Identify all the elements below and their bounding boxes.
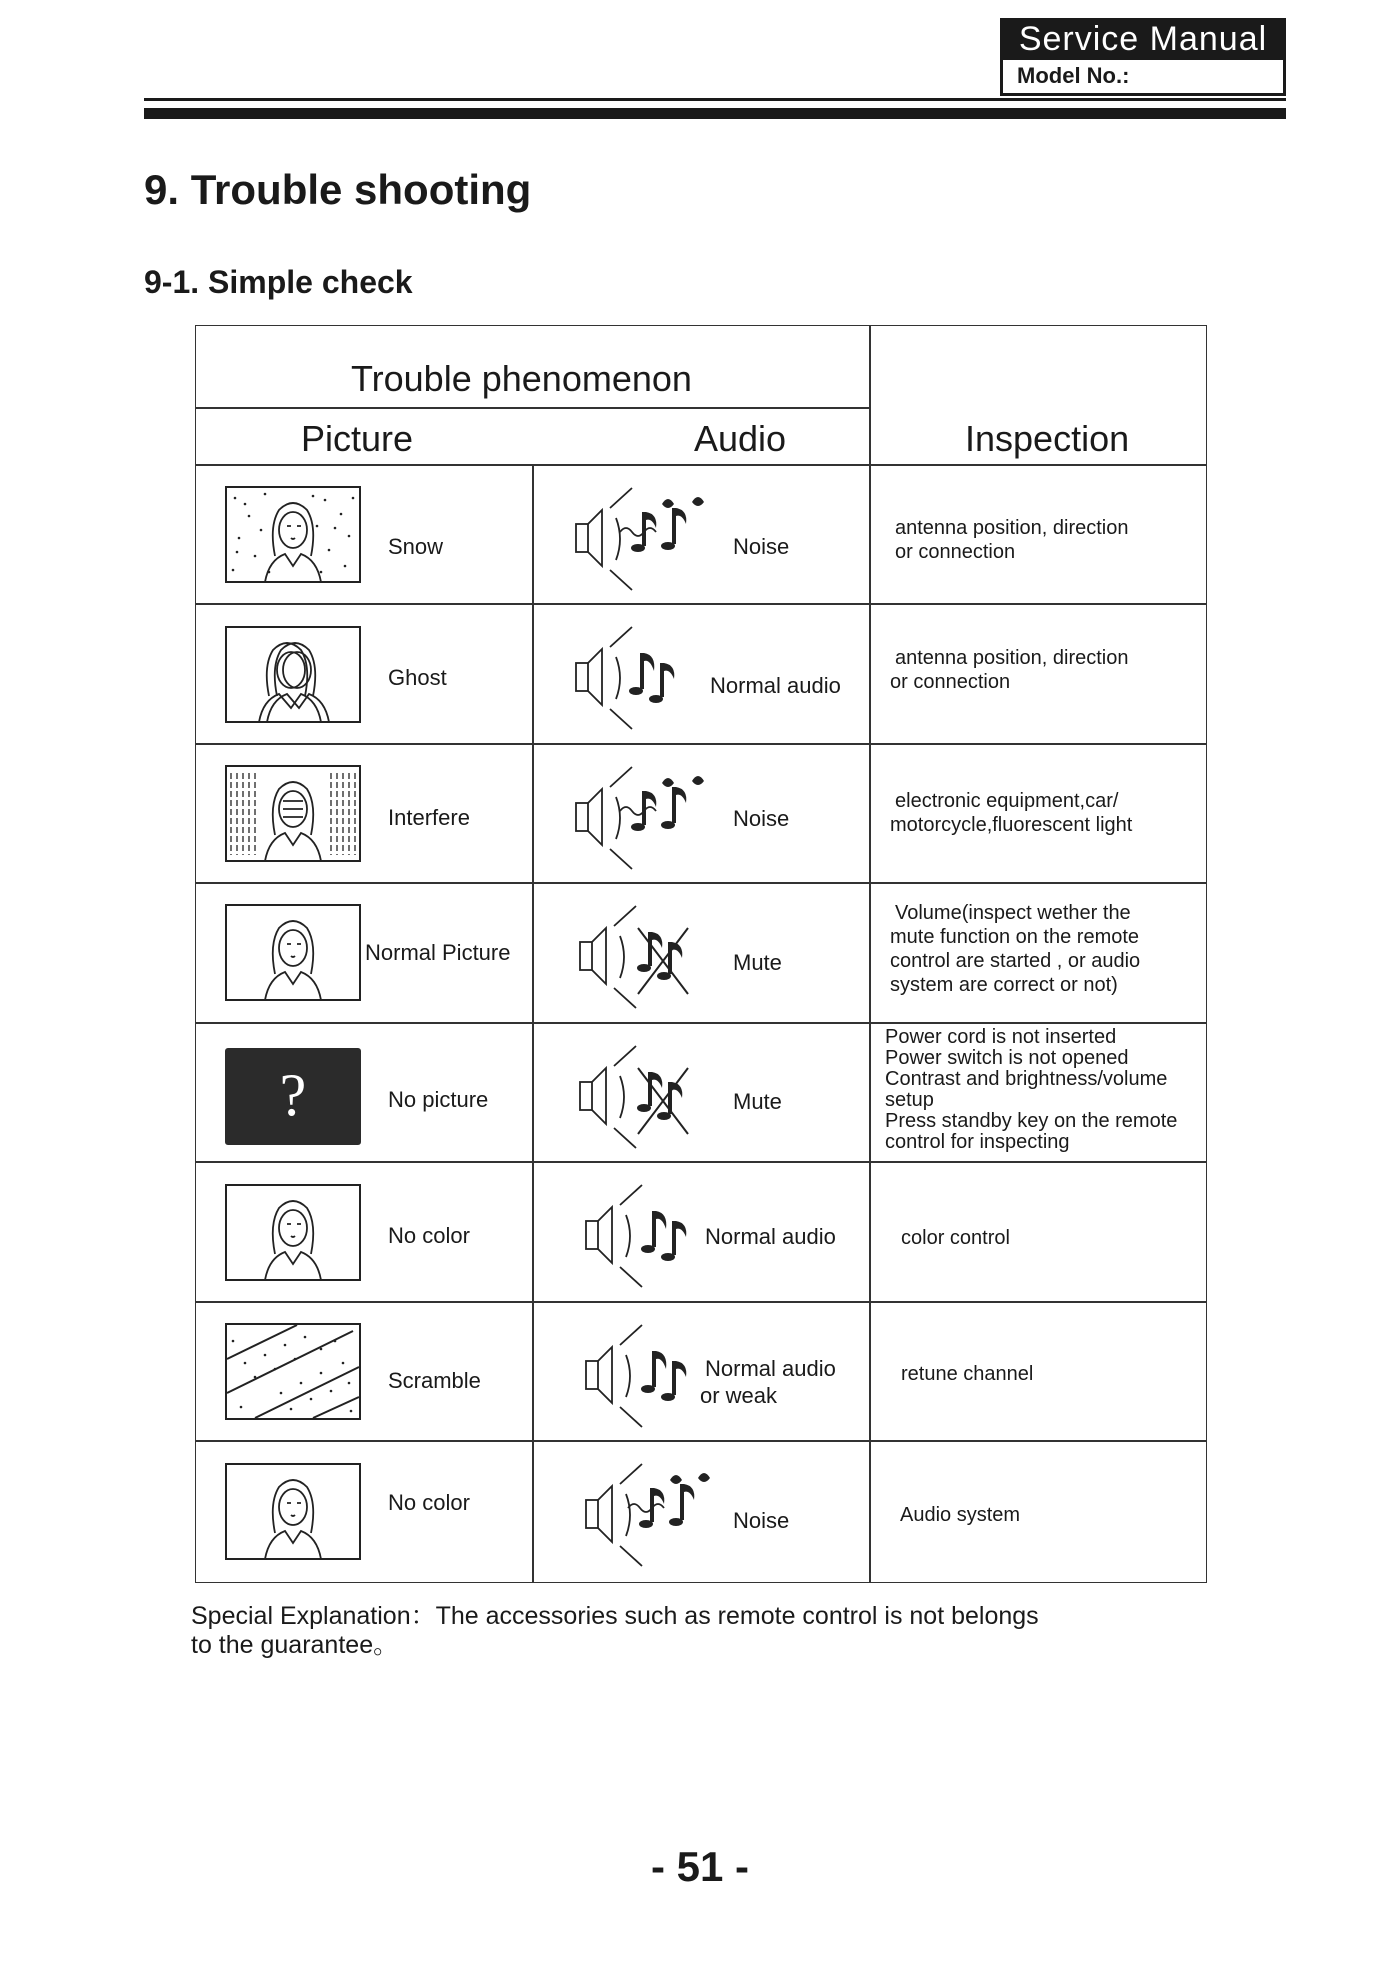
inspection-line: antenna position, direction xyxy=(895,517,1129,539)
header-inspection: Inspection xyxy=(965,418,1130,459)
inspection-text xyxy=(900,1503,1020,1527)
picture-label-scramble: Scramble xyxy=(388,1368,481,1393)
inspection-text xyxy=(901,1362,1033,1386)
picture-label-no-color: No color xyxy=(388,1490,470,1515)
inspection-text xyxy=(895,516,1129,564)
speaker-normal-audio-icon xyxy=(572,1181,720,1291)
speaker-noise-icon xyxy=(572,1460,720,1570)
picture-label-no-picture: No picture xyxy=(388,1087,489,1112)
inspection-text xyxy=(885,1027,1177,1153)
table-hline-row xyxy=(196,603,1206,605)
header-trouble-phenomenon: Trouble phenomenon xyxy=(351,358,692,399)
inspection-line: mute function on the remote xyxy=(890,926,1140,948)
table-hline-row xyxy=(196,1161,1206,1163)
service-manual-title: Service Manual xyxy=(1000,18,1286,60)
header-audio: Audio xyxy=(694,418,787,459)
interfere-picture-icon xyxy=(225,765,361,862)
special-explanation xyxy=(191,1602,1039,1660)
inspection-text xyxy=(901,1226,1010,1250)
picture-label-no-color: No color xyxy=(388,1223,470,1248)
speaker-normal-audio-icon xyxy=(572,623,720,733)
table-hline-row xyxy=(196,1301,1206,1303)
table-vline-inspection xyxy=(869,326,871,1582)
special-explanation-line: Special Explanation：The accessories such as remote control is not belongs xyxy=(191,1602,1039,1630)
section-title: 9. Trouble shooting xyxy=(144,166,532,213)
audio-label-noise: Noise xyxy=(733,806,790,831)
header-rule-thick xyxy=(144,108,1286,119)
header-picture: Picture xyxy=(301,418,414,459)
table-hline-row xyxy=(196,743,1206,745)
inspection-line: control are started , or audio xyxy=(890,950,1141,972)
picture-label-ghost: Ghost xyxy=(388,665,447,690)
inspection-line: or connection xyxy=(890,671,1011,693)
no-color-picture-icon xyxy=(225,1184,361,1281)
special-explanation-line: to the guarantee。 xyxy=(191,1631,399,1659)
page-number: - 51 - xyxy=(650,1843,750,1890)
speaker-noise-icon xyxy=(572,763,720,873)
inspection-text xyxy=(890,789,1132,837)
audio-label-noise: Noise xyxy=(733,534,790,559)
inspection-text xyxy=(890,646,1129,694)
inspection-line: control for inspecting xyxy=(885,1131,1070,1153)
inspection-line: or connection xyxy=(895,541,1016,563)
inspection-line: electronic equipment,car/ xyxy=(895,790,1119,812)
inspection-line: Press standby key on the remote xyxy=(885,1110,1178,1132)
table-hline-row xyxy=(196,882,1206,884)
subsection-title: 9-1. Simple check xyxy=(144,264,413,300)
inspection-line: retune channel xyxy=(901,1363,1034,1385)
inspection-text xyxy=(890,901,1140,997)
snow-picture-icon xyxy=(225,486,361,583)
audio-label-mute: Mute xyxy=(733,950,782,975)
speaker-normal-audio-icon xyxy=(572,1321,720,1431)
picture-label-normal-picture: Normal Picture xyxy=(365,940,511,965)
no-color-picture-icon xyxy=(225,1463,361,1560)
header-box xyxy=(1000,18,1286,98)
audio-label-normal-audio: Normal audio xyxy=(710,673,841,698)
audio-label-normal-audio: Normal audio xyxy=(705,1224,836,1249)
inspection-line: antenna position, direction xyxy=(895,647,1129,669)
audio-line: or weak xyxy=(700,1383,778,1408)
inspection-line: Audio system xyxy=(900,1504,1021,1526)
normal-picture-icon xyxy=(225,904,361,1001)
header-rule-thin xyxy=(144,98,1286,101)
inspection-line: Power cord is not inserted xyxy=(885,1026,1117,1048)
inspection-line: Power switch is not opened xyxy=(885,1047,1129,1069)
speaker-mute-icon xyxy=(572,1042,720,1152)
inspection-line: motorcycle,fluorescent light xyxy=(890,814,1133,836)
inspection-line: setup xyxy=(885,1089,934,1111)
picture-label-snow: Snow xyxy=(388,534,444,559)
scramble-picture-icon xyxy=(225,1323,361,1420)
audio-label-noise: Noise xyxy=(733,1508,790,1533)
table-hline-subheader xyxy=(196,407,869,409)
no-picture-icon: ? xyxy=(225,1048,361,1145)
audio-label-normal-audio-or-weak xyxy=(700,1355,836,1409)
inspection-line: system are correct or not) xyxy=(890,974,1118,996)
inspection-line: Contrast and brightness/volume xyxy=(885,1068,1168,1090)
ghost-picture-icon xyxy=(225,626,361,723)
table-hline-header xyxy=(196,464,1206,466)
speaker-noise-icon xyxy=(572,484,720,594)
table-hline-row xyxy=(196,1022,1206,1024)
audio-line: Normal audio xyxy=(705,1356,836,1381)
model-number-label: Model No.: xyxy=(1000,60,1286,96)
audio-label-mute: Mute xyxy=(733,1089,782,1114)
trouble-table xyxy=(195,325,1207,1583)
speaker-mute-icon xyxy=(572,902,720,1012)
inspection-line: color control xyxy=(901,1227,1010,1249)
inspection-line: Volume(inspect wether the xyxy=(895,902,1131,924)
table-hline-row xyxy=(196,1440,1206,1442)
picture-label-interfere: Interfere xyxy=(388,805,470,830)
